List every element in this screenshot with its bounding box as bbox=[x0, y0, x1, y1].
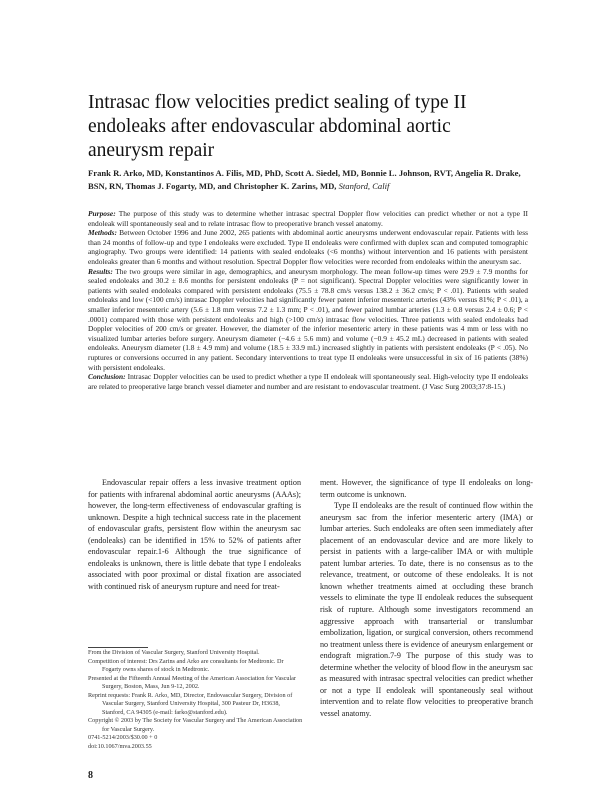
footnote-affiliation: From the Division of Vascular Surgery, Stanford University Hospital. bbox=[88, 649, 260, 656]
footnote-issn: 0741-5214/2003/$30.00 + 0 bbox=[88, 734, 158, 741]
body-column-left bbox=[88, 477, 301, 592]
footnote-presented: Presented at the Fifteenth Annual Meeting of the American Association for Vascular Surgery, Boston, Mass, Jun 9-12, 2002. bbox=[88, 674, 296, 690]
abstract-methods: Methods: Between October 1996 and June 2002, 265 patients with abdominal aortic aneurysms underwent endovascular repair. Patients with less than 24 months of follow-up and type I endoleaks were excluded. Type II endoleaks were confirmed with duplex scan and computed tomographic angiography. Two groups were identified: 14 patients with sealed endoleaks (<6 months) without intervention and 16 patients with persistent endoleaks greater than 6 months and without resolution. Spectral Doppler flow velocities were recorded from endoleaks within the aneurysm sac. bbox=[88, 228, 529, 266]
page-number: 8 bbox=[88, 770, 93, 781]
author-location: Stanford, Calif bbox=[338, 181, 390, 191]
footnote-doi: doi:10.1067/mva.2003.55 bbox=[88, 742, 152, 750]
author-names: Frank R. Arko, MD, Konstantinos A. Filis, MD, PhD, Scott A. Siedel, MD, Bonnie L. Johnson, RVT, Angelia R. Drake, BSN, RN, Thomas J. Fogarty, MD, and Christopher K. Zarins, MD, bbox=[88, 168, 521, 191]
author-line bbox=[88, 167, 538, 193]
body-paragraph: ment. However, the significance of type II endoleaks on long-term outcome is unknown. bbox=[320, 478, 533, 499]
footnote-divider bbox=[88, 647, 148, 648]
body-paragraph: Endovascular repair offers a less invasive treatment option for patients with infrarenal abdominal aortic aneurysms (AAAs); however, the long-term effectiveness of endovascular grafting is unknown. Despite a high technical success rate in the placement of endovascular grafts, persistent flow within the aneurysm sac (endoleaks) can be identified in 15% to 52% of patients after endovascular repair.1-6 Although the true significance of endoleaks is unknown, there is little debate that type I endoleaks associated with poor proximal or distal fixation are associated with continued risk of aneurysm rupture and need for treat- bbox=[88, 478, 301, 591]
body-paragraph: Type II endoleaks are the result of continued flow within the aneurysm sac from the inferior mesenteric artery (IMA) or lumbar arteries. Such endoleaks are often seen immediately after placement of an endovascular device and are more likely to persist in patients with a large-caliber IMA or with multiple patent lumbar arteries. To date, there is no consensus as to the relevance, treatment, or outcome of these endoleaks. It is not known whether treatments aimed at occluding these branch vessels to eliminate the type II endoleak reduces the subsequent risk of rupture. Although some investigators recommend an aggressive approach with transarterial or translumbar embolization, ligation, or surgical conversion, others recommend no treatment unless there is evidence of aneurysm enlargement or endograft migration.7-9 The purpose of this study was to determine whether the velocity of blood flow in the aneurysm sac as measured with intrasac spectral velocities can predict whether or not a type II endoleak will spontaneously seal without intervention and to relate flow velocities to preoperative branch vessel anatomy. bbox=[320, 501, 533, 718]
article-title: Intrasac flow velocities predict sealing of type II endoleaks after endovascular abdominal aortic aneurysm repair bbox=[88, 92, 467, 161]
footnote-competition: Competition of interest: Drs Zarins and Arko are consultants for Medtronic. Dr Fogarty owns shares of stock in Medtronic. bbox=[88, 657, 284, 673]
footnotes bbox=[88, 649, 303, 751]
abstract-purpose: Purpose: The purpose of this study was to determine whether intrasac spectral Doppler flow velocities can predict whether or not a type II endoleak will spontaneously seal and to relate intrasac flow to preoperative branch vessel anatomy. bbox=[88, 209, 528, 228]
body-column-right bbox=[320, 477, 533, 719]
abstract-results: Results: The two groups were similar in age, demographics, and aneurysm morphology. The mean follow-up times were 29.9 ± 7.9 months for sealed endoleaks and 30.2 ± 8.6 months for persistent endoleaks (P = not significant). Spectral Doppler velocities were significantly lower in patients with sealed endoleaks compared with persistent endoleaks (75.5 ± 78.8 cm/s versus 138.2 ± 36.2 cm/s; P < .01). Patients with sealed endoleaks and low (<100 cm/s) intrasac Doppler velocities had significantly fewer patent inferior mesenteric arteries (43% versus 81%; P < .01), a smaller inferior mesenteric artery (5.6 ± 1.8 mm versus 7.2 ± 1.3 mm; P < .01), and fewer paired lumbar arteries (1.3 ± 0.8 versus 2.4 ± 0.6; P < .0001) compared with those with persistent endoleaks and high (>100 cm/s) intrasac flow velocities. Three patients with sealed endoleaks had Doppler velocities of 200 cm/s or greater. However, the diameter of the inferior mesenteric artery in these patients was 4 mm or less with no visualized lumbar arteries before surgery. Aneurysm diameter (−4.6 ± 5.6 mm) and volume (−0.9 ± 45.2 mL) decreased in patients with sealed endoleaks. Aneurysm diameter (1.8 ± 4.9 mm) and volume (18.5 ± 33.9 mL) increased slightly in patients with persistent endoleaks (P < .05). No ruptures or conversions occurred in any patient. Secondary interventions to treat type II endoleaks were unsuccessful in six of 16 patients (38%) with persistent endoleaks. bbox=[88, 266, 528, 372]
footnote-copyright: Copyright © 2003 by The Society for Vascular Surgery and The American Association for Vascular Surgery. bbox=[88, 717, 303, 733]
abstract bbox=[88, 209, 528, 391]
footnote-reprint: Reprint requests: Frank R. Arko, MD, Director, Endovascular Surgery, Division of Vascular Surgery, Stanford University Hospital, 300 Pasteur Dr, H3638, Stanford, CA 94305 (e-mail: farko@stanford.edu). bbox=[88, 691, 293, 716]
abstract-conclusion: Conclusion: Intrasac Doppler velocities can be used to predict whether a type II endoleak will spontaneously seal. High-velocity type II endoleaks are related to preoperative large branch vessel diameter and number and are resistant to endovascular treatment. (J Vasc Surg 2003;37:8-15.) bbox=[88, 372, 529, 391]
